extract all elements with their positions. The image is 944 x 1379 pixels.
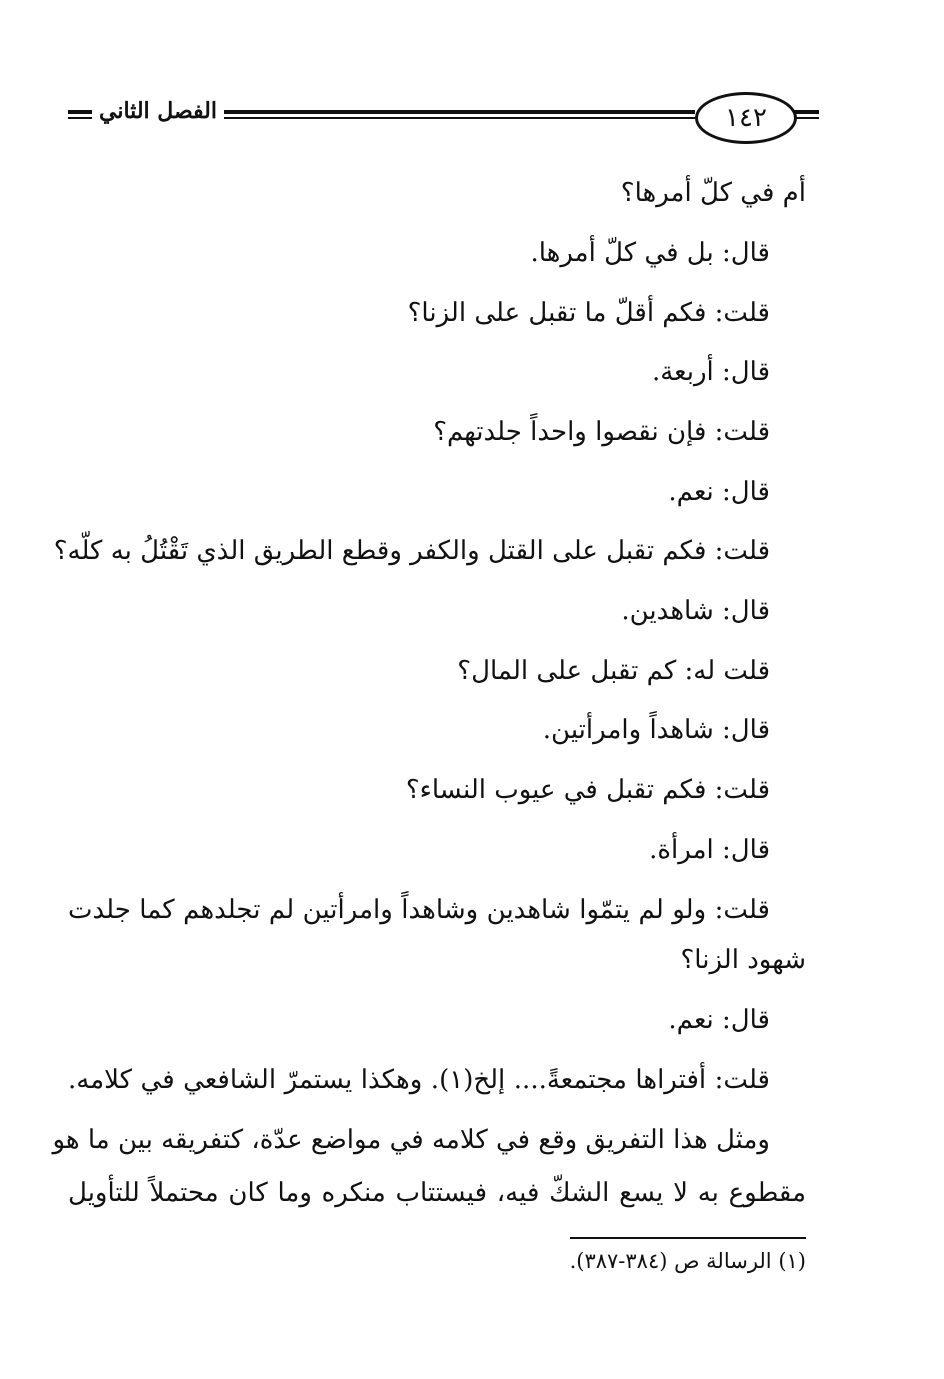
text-line: مقطوع به لا يسع الشكّ فيه، فيستتاب منكره وما كان محتملاً للتأويل (68, 1178, 806, 1208)
text-line: قلت: ولو لم يتمّوا شاهدين وشاهداً وامرأتين لم تجلدهم كما جلدت (68, 895, 770, 925)
text-line: قلت: أفتراها مجتمعةً.... إلخ(١). وهكذا يستمرّ الشافعي في كلامه. (68, 1065, 770, 1095)
text-line: قال: نعم. (668, 1005, 770, 1035)
text-line: قال: شاهداً وامرأتين. (542, 715, 770, 745)
text-line: قال: امرأة. (649, 835, 770, 865)
page-number: ١٤٢ (695, 92, 797, 144)
text-line: قلت له: كم تقبل على المال؟ (457, 656, 770, 686)
text-line: قال: أربعة. (651, 357, 770, 387)
text-line: شهود الزنا؟ (680, 945, 806, 975)
text-line: قلت: فكم تقبل على القتل والكفر وقطع الطريق الذي تَقْتُلُ به كلّه؟ (53, 536, 770, 566)
text-line: أم في كلّ أمرها؟ (620, 178, 806, 208)
text-line: قلت: فإن نقصوا واحداً جلدتهم؟ (433, 417, 770, 447)
footnote: (١) الرسالة ص (٣٨٤-٣٨٧). (569, 1249, 806, 1273)
text-line: قال: شاهدين. (621, 596, 770, 626)
text-line: قال: نعم. (668, 477, 770, 507)
text-line: قلت: فكم تقبل في عيوب النساء؟ (405, 775, 770, 805)
footnote-divider (570, 1237, 806, 1239)
text-line: قال: بل في كلّ أمرها. (530, 238, 770, 268)
main-text (52, 0, 806, 1230)
text-line: قلت: فكم أقلّ ما تقبل على الزنا؟ (407, 298, 770, 328)
text-line: ومثل هذا التفريق وقع في كلامه في مواضع عدّة، كتفريقه بين ما هو (52, 1125, 770, 1155)
chapter-title: الفصل الثاني (99, 98, 217, 124)
